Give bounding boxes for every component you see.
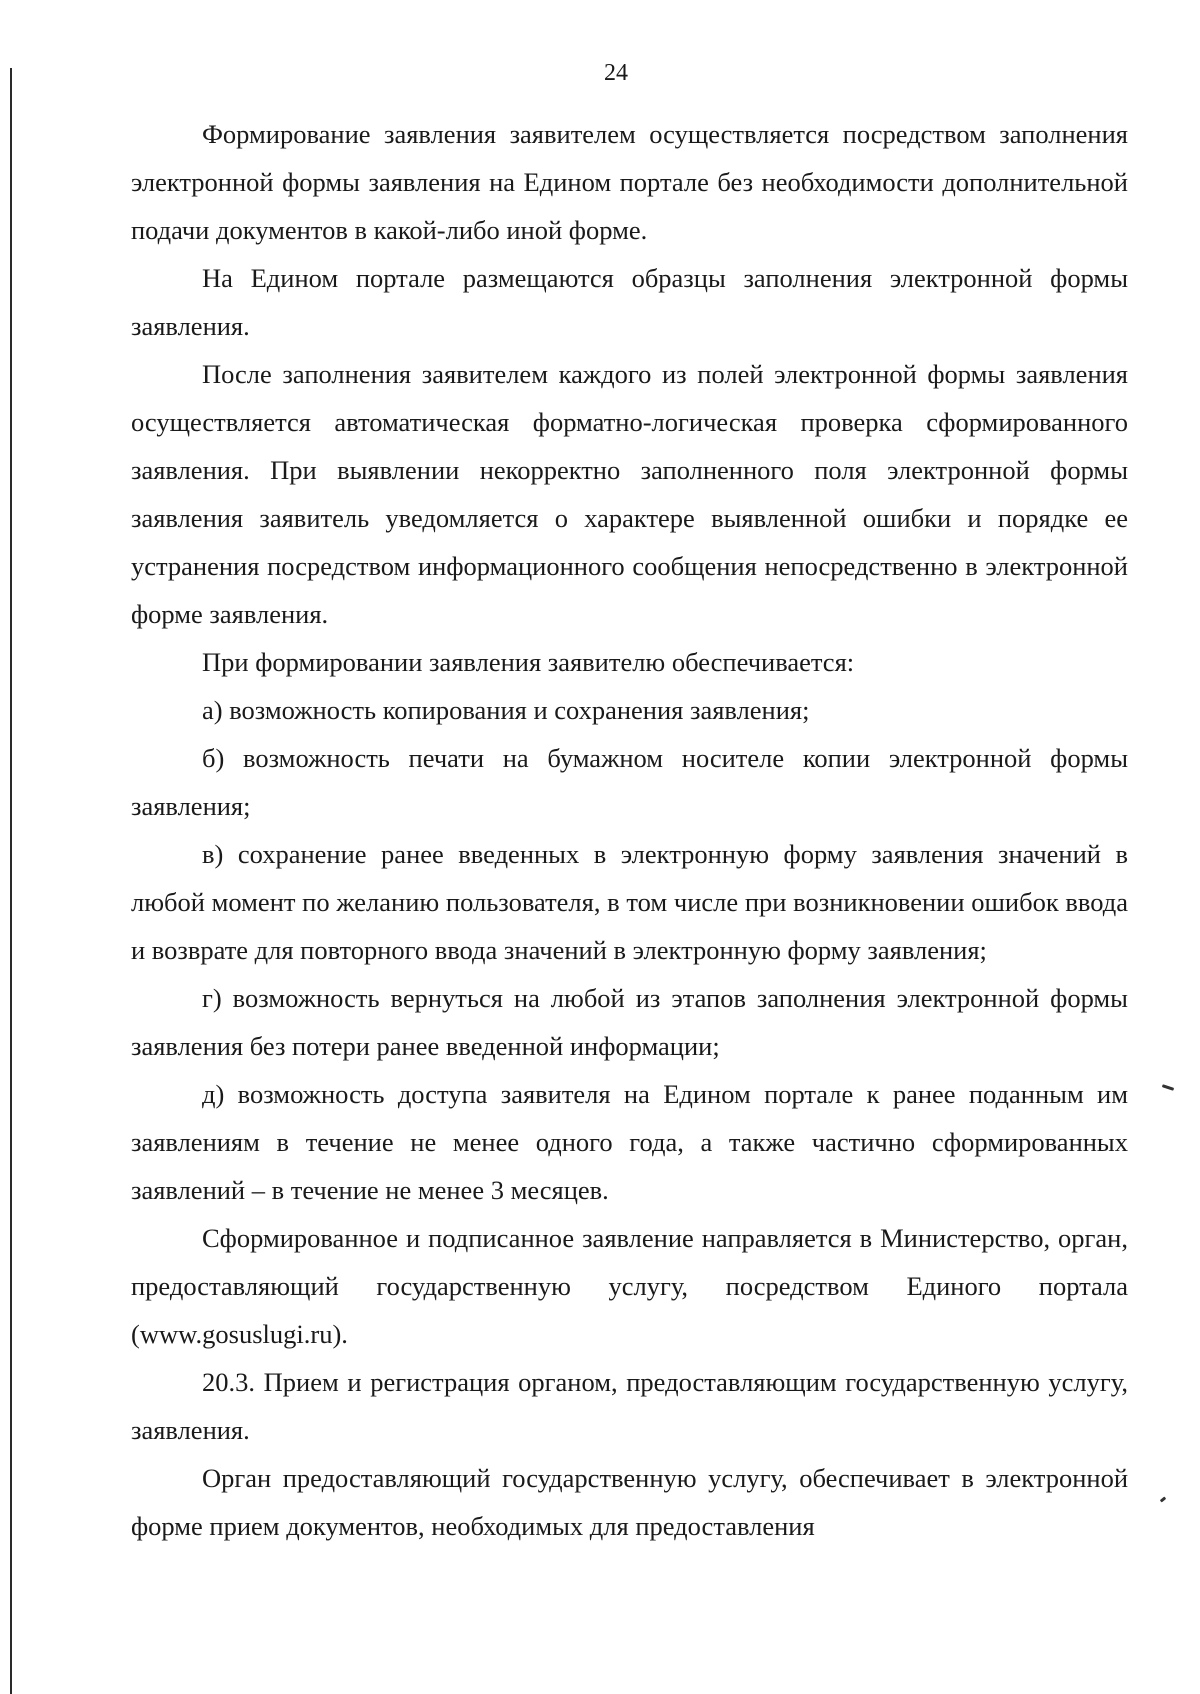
paragraph-4: При формировании заявления заявителю обеспечивается: <box>202 647 855 677</box>
paragraph-last: Орган предоставляющий государственную услугу, обеспечивает в электронной форме прием документов, необходимых для предоставления <box>131 1463 1128 1541</box>
list-item-a: а) возможность копирования и сохранения заявления; <box>202 695 810 725</box>
paragraph-submission: Сформированное и подписанное заявление направляется в Министерство, орган, предоставляющий государственную услугу, посредством Единого портала (www.gosuslugi.ru). <box>131 1223 1128 1349</box>
section-heading-20-3: 20.3. Прием и регистрация органом, предоставляющим государственную услугу, заявления. <box>131 1367 1128 1445</box>
list-item-b: б) возможность печати на бумажном носителе копии электронной формы заявления; <box>131 743 1128 821</box>
paragraph-2: На Едином портале размещаются образцы заполнения электронной формы заявления. <box>131 263 1128 341</box>
paragraph-3: После заполнения заявителем каждого из полей электронной формы заявления осуществляется автоматическая форматно-логическая проверка сформированного заявления. При выявлении некорректно заполненного поля электронной формы заявления заявитель уведомляется о характере выявленной ошибки и порядке ее устранения посредством информационного сообщения непосредственно в электронной форме заявления. <box>131 359 1128 629</box>
list-item-d: д) возможность доступа заявителя на Едином портале к ранее поданным им заявлениям в течение не менее одного года, а также частично сформированных заявлений – в течение не менее 3 месяцев. <box>131 1079 1128 1205</box>
list-item-v: в) сохранение ранее введенных в электронную форму заявления значений в любой момент по желанию пользователя, в том числе при возникновении ошибок ввода и возврате для повторного ввода значений в электронную форму заявления; <box>131 839 1128 965</box>
scan-speck-right-1 <box>1162 1084 1174 1091</box>
paragraph-1: Формирование заявления заявителем осуществляется посредством заполнения электронной формы заявления на Едином портале без необходимости дополнительной подачи документов в какой-либо иной форме. <box>131 119 1128 245</box>
scan-speck-right-2 <box>1160 1496 1167 1502</box>
scan-edge-line <box>10 68 12 1694</box>
document-body <box>131 110 1128 1550</box>
page-number: 24 <box>604 60 628 86</box>
list-item-g: г) возможность вернуться на любой из этапов заполнения электронной формы заявления без потери ранее введенной информации; <box>131 983 1128 1061</box>
